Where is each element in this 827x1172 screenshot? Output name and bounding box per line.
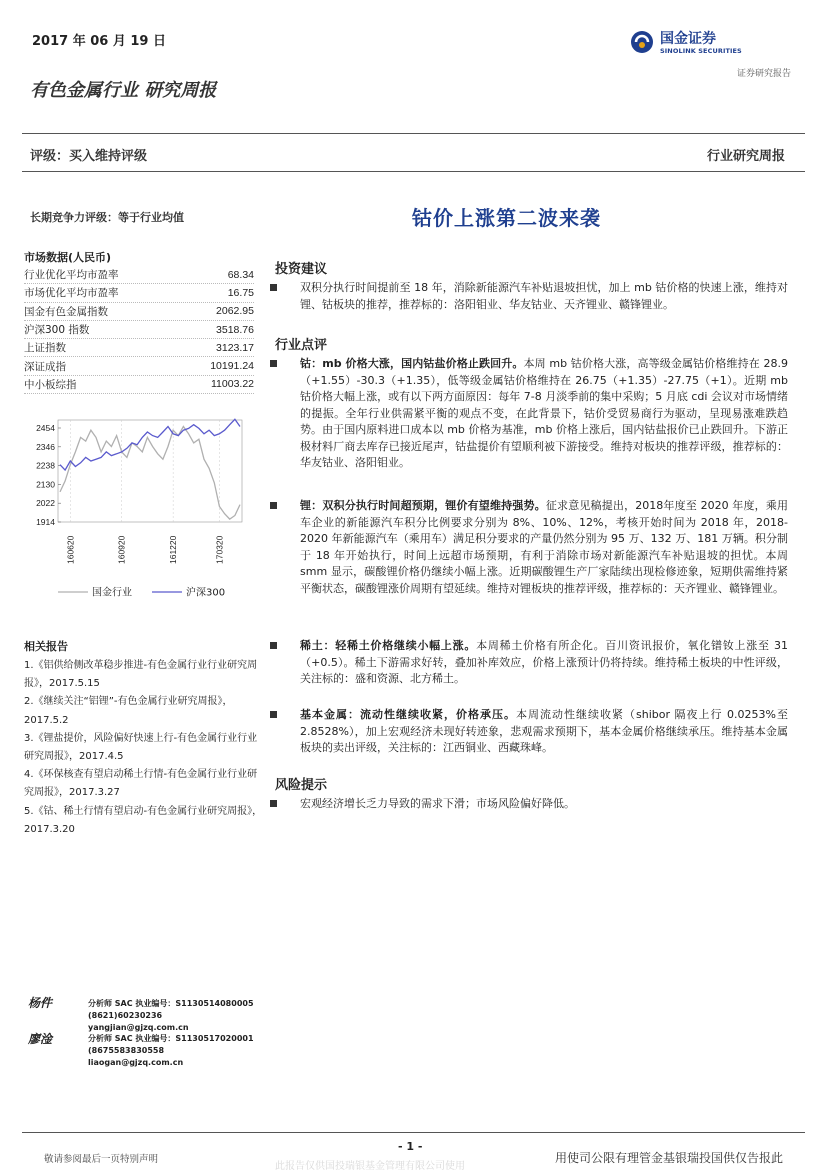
doc-type: 行业研究周报 — [706, 149, 785, 164]
market-row — [24, 376, 254, 394]
rare-earth-heading: 稀土：轻稀土价格继续小幅上涨。 — [300, 639, 477, 652]
analyst-phone: (8621)60230236 — [88, 1011, 163, 1020]
bullet-icon — [270, 800, 277, 807]
market-label: 上证指数 — [24, 342, 66, 355]
related-report-item[interactable]: 4.《环保核查有望启动稀土行情-有色金属行业行业研究周报》，2017.3.27 — [24, 769, 258, 799]
advice-text: 双积分执行时间提前至 18 年，消除新能源汽车补贴退坡担忧，加上 mb 钴价格的快速上涨，维持对锂、钴板块的推荐，推荐标的：洛阳钼业、华友钴业、天齐锂业、赣锋锂业。 — [300, 281, 788, 311]
y-tick-label: 2454 — [36, 423, 55, 433]
footer-divider — [22, 1132, 805, 1133]
analyst-email[interactable]: yangjian@gjzq.com.cn — [88, 1023, 189, 1032]
main-title: 钴价上涨第二波来袭 — [412, 206, 601, 230]
logo-text-en: SINOLINK SECURITIES — [660, 47, 742, 55]
logo-mark-icon — [630, 30, 654, 54]
bullet-icon — [270, 642, 277, 649]
lithium-heading: 锂：双积分执行时间超预期，锂价有望维持强势。 — [300, 499, 546, 512]
x-tick-label: 160620 — [65, 535, 76, 564]
divider — [22, 171, 805, 172]
analyst-card — [28, 994, 254, 1032]
y-tick-label: 1914 — [36, 517, 55, 527]
base-metal-heading: 基本金属：流动性继续收紧，价格承压。 — [300, 708, 517, 721]
disclaimer-note: 敬请参阅最后一页特别声明 — [44, 1154, 159, 1165]
market-row — [24, 266, 254, 284]
sinolink-logo — [630, 28, 750, 58]
compete-rating: 长期竞争力评级：等于行业均值 — [30, 211, 184, 224]
market-row — [24, 321, 254, 339]
cobalt-text — [300, 356, 788, 472]
y-tick-label: 2022 — [36, 498, 55, 509]
market-value: 10191.24 — [210, 360, 254, 373]
lithium-block — [270, 498, 788, 597]
market-label: 深证成指 — [24, 360, 66, 373]
lithium-text — [300, 498, 788, 597]
related-reports-title: 相关报告 — [24, 640, 68, 653]
analyst-email[interactable]: liaogan@gjzq.com.cn — [88, 1058, 184, 1067]
x-tick-label: 161220 — [168, 535, 179, 564]
market-label: 国金有色金属指数 — [24, 305, 108, 318]
cobalt-body: 本周 mb 钴价格大涨，高等级金属钴价格维持在 28.9（+1.55）-30.3（+1.35），低等级金属钴价格维持在 26.75（+1.35）-27.75（+1）。近期 mb 钴价格大幅上涨，或有以下两方面原因：每年 7-8 月淡季前的集中采购；5 月底 cdi 会议对市场情绪的提振。全年行业供需紧平衡的观点不变，在此背景下，钴价受贸易商行为驱动，呈现易涨难跌趋势。由于国内原料进口成本以 mb 价格为基准，mb 价格上涨后，国内钴盐报价已止跌回升。下游正极材料厂商去库存已接近尾声，钴盐提价有望顺利被下游接受。维持对板块的推荐评级，推荐标的：华友钴业、洛阳钼业。 — [300, 357, 788, 469]
series-line-hs300 — [60, 419, 240, 470]
advice-block — [270, 280, 788, 313]
usage-note: 用使司公限有理管金基银瑞投国供仅告报此 — [554, 1151, 783, 1165]
analyst-name: 廖淦 — [28, 1032, 53, 1046]
bullet-icon — [270, 284, 277, 291]
legend-label-hs300: 沪深300 — [186, 587, 226, 599]
market-label: 中小板综指 — [24, 378, 77, 391]
cobalt-heading: 钴：mb 价格大涨，国内钴盐价格止跌回升。 — [300, 357, 524, 370]
report-date: 2017 年 06 月 19 日 — [32, 34, 166, 49]
y-tick-label: 2238 — [36, 460, 55, 471]
market-row — [24, 339, 254, 357]
bullet-icon — [270, 711, 277, 718]
divider — [22, 133, 805, 134]
market-value: 11003.22 — [210, 378, 254, 391]
y-tick-label: 2130 — [36, 479, 55, 490]
analyst-name: 杨件 — [28, 996, 53, 1010]
risk-text: 宏观经济增长乏力导致的需求下滑；市场风险偏好降低。 — [300, 797, 575, 810]
watermark: 此报告仅供国投瑞银基金管理有限公司使用 — [275, 1161, 465, 1172]
index-comparison-chart — [14, 410, 254, 610]
base-metal-block — [270, 707, 788, 757]
bullet-icon — [270, 502, 277, 509]
related-report-item[interactable]: 1.《铝供给侧改革稳步推进-有色金属行业行业研究周报》，2017.5.15 — [24, 660, 258, 690]
page-number: - 1 - — [398, 1140, 423, 1153]
related-report-item[interactable]: 5.《钴、稀土行情有望启动-有色金属行业研究周报》，2017.3.20 — [24, 805, 263, 835]
logo-text-cn: 国金证券 — [660, 31, 716, 47]
lithium-body: 征求意见稿提出，2018年度至 2020 年度，乘用车企业的新能源汽车积分比例要求分别为 8%、10%、12%，考核开始时间为 2018 年，2018-2020 年新能源汽车（乘用车）满足积分要求的产量仍然分别为 95 万、132 万、181 万辆。积分制于 18 年开始执行，时间上远超市场预期，有利于消除市场对新能源汽车补贴退坡的担忧。本周 smm 显示，碳酸锂价格仍继续小幅上涨。近期碳酸锂生产厂家陆续出现检修迹象，短期供需维持紧平衡状态，碳酸锂涨价周期有望延续。维持对锂板块的推荐评级，推荐标的：天齐锂业、赣锋锂业。 — [300, 499, 788, 595]
analyst-cert: 分析师 SAC 执业编号：S1130514080005 — [88, 999, 254, 1008]
section-title-risk: 风险提示 — [275, 778, 328, 793]
market-value: 3518.76 — [216, 323, 254, 336]
analyst-phone: (8675583830558 — [88, 1046, 165, 1055]
market-row — [24, 357, 254, 375]
related-reports-list — [24, 657, 264, 839]
doc-category: 证券研究报告 — [736, 69, 791, 79]
base-metal-text — [300, 707, 788, 757]
market-row — [24, 284, 254, 302]
market-label: 沪深300 指数 — [24, 324, 90, 337]
x-tick-label: 170320 — [214, 535, 225, 564]
legend-label-industry: 国金行业 — [92, 587, 132, 599]
rare-earth-body: 本周稀土价格有所企化。百川资讯报价，氧化镨钕上涨至 31（+0.5）。稀土下游需求好转，叠加补库效应，价格上涨预计仍将持续。维持稀土板块的中性评级，关注标的：盛和资源、北方稀土。 — [300, 639, 789, 685]
market-value: 2062.95 — [216, 305, 254, 318]
section-title-review: 行业点评 — [275, 338, 328, 353]
market-value: 68.34 — [227, 268, 254, 281]
x-tick-label: 160920 — [116, 535, 127, 564]
market-row — [24, 303, 254, 321]
market-data-title: 市场数据(人民币) — [24, 251, 112, 264]
industry-rating: 评级：买入维持评级 — [30, 149, 148, 164]
related-report-item[interactable]: 3.《锂盐提价，风险偏好快速上行-有色金属行业行业研究周报》，2017.4.5 — [24, 732, 258, 763]
report-series-title: 有色金属行业 研究周报 — [30, 80, 217, 101]
bullet-icon — [270, 360, 277, 367]
base-metal-body: 本周流动性继续收紧（shibor 隔夜上行 0.0253%至 2.8528%），加上宏观经济未现好转迹象，悲观需求预期下，基本金属价格继续承压。维持基本金属板块的卖出评级，关注标的：江西铜业、西藏珠峰。 — [300, 708, 788, 754]
market-label: 市场优化平均市盈率 — [24, 287, 119, 300]
cobalt-block — [270, 356, 788, 472]
analyst-card — [28, 1030, 254, 1067]
series-line-industry — [60, 427, 240, 520]
rare-earth-text — [300, 638, 788, 688]
y-tick-label: 2346 — [36, 441, 55, 452]
market-label: 行业优化平均市盈率 — [24, 269, 119, 282]
market-value: 16.75 — [227, 286, 254, 299]
market-data-table — [24, 266, 254, 394]
risk-block — [270, 796, 788, 813]
market-value: 3123.17 — [216, 341, 254, 354]
related-report-item[interactable]: 2.《继续关注“铝锂”-有色金属行业研究周报》，2017.5.2 — [24, 696, 233, 726]
rare-earth-block — [270, 638, 788, 688]
analyst-cert: 分析师 SAC 执业编号：S1130517020001 — [88, 1034, 254, 1043]
section-title-advice: 投资建议 — [275, 262, 328, 277]
